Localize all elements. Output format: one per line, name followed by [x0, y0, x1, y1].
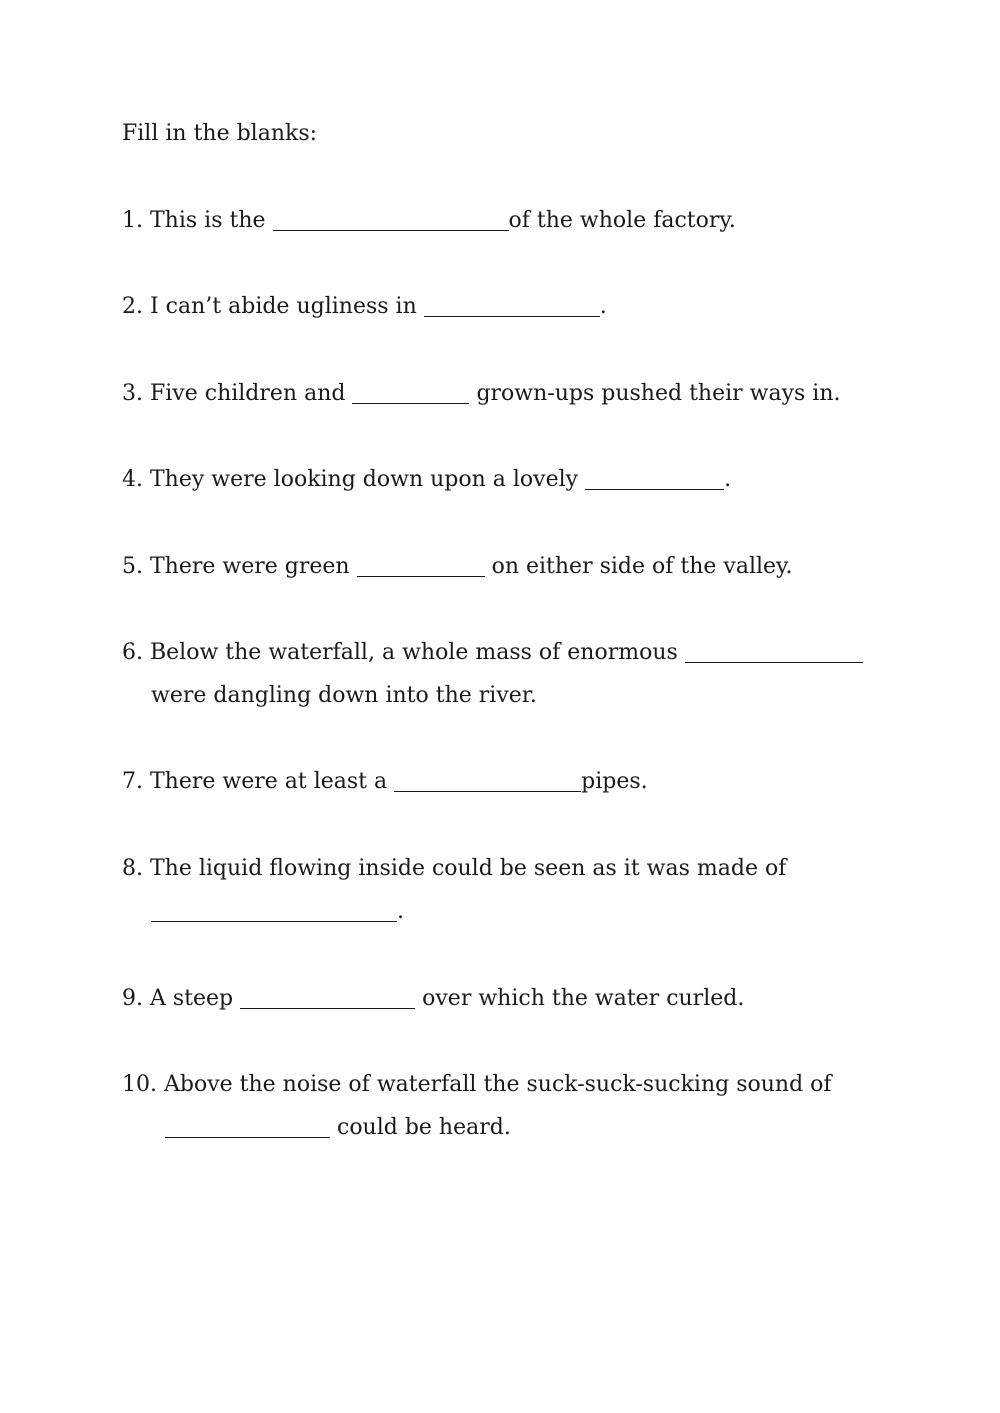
question-text-after: of the whole factory.	[508, 208, 736, 233]
question-number: 2.	[122, 294, 143, 319]
answer-blank-3[interactable]	[352, 381, 469, 404]
question-4	[122, 465, 731, 495]
question-text-before: A steep	[150, 986, 241, 1011]
question-text-before: The liquid flowing inside could be seen as it was made of	[150, 856, 787, 881]
question-text-before: Above the noise of waterfall the suck-suck-sucking sound of	[164, 1072, 832, 1097]
question-text-before: Five children and	[150, 381, 353, 406]
answer-blank-2[interactable]	[424, 294, 600, 317]
question-text-after: .	[397, 899, 404, 924]
question-text-after: on either side of the valley.	[484, 554, 793, 579]
question-text-before: Below the waterfall, a whole mass of enormous	[150, 640, 685, 665]
question-text-after: .	[724, 467, 732, 492]
answer-blank-10[interactable]	[165, 1115, 330, 1138]
question-number: 7.	[122, 769, 143, 794]
question-number: 3.	[122, 381, 143, 406]
question-text-after: pipes.	[581, 769, 648, 794]
question-number: 10.	[122, 1072, 157, 1097]
answer-blank-6[interactable]	[685, 640, 863, 663]
question-10	[122, 1070, 832, 1100]
answer-blank-1[interactable]	[273, 208, 509, 231]
instructions-heading	[122, 119, 317, 149]
question-text-before: I can’t abide ugliness in	[150, 294, 424, 319]
answer-blank-9[interactable]	[240, 986, 415, 1009]
question-text-after: .	[599, 294, 607, 319]
question-text-continuation: were dangling down into the river.	[151, 683, 537, 708]
question-8	[122, 854, 786, 884]
question-1	[122, 206, 736, 236]
question-number: 6.	[122, 640, 143, 665]
answer-blank-7[interactable]	[394, 769, 581, 792]
question-8-continuation	[151, 897, 404, 927]
question-text-after: grown-ups pushed their ways in.	[469, 381, 841, 406]
answer-blank-5[interactable]	[357, 554, 485, 577]
question-5	[122, 552, 793, 582]
question-text-after: over which the water curled.	[415, 986, 745, 1011]
answer-blank-8[interactable]	[151, 899, 397, 922]
question-7	[122, 767, 648, 797]
question-9	[122, 984, 744, 1014]
answer-blank-4[interactable]	[585, 467, 724, 490]
question-text-before: They were looking down upon a lovely	[150, 467, 586, 492]
question-text-after: could be heard.	[330, 1115, 511, 1140]
question-number: 1.	[122, 208, 143, 233]
instructions-text: Fill in the blanks:	[122, 121, 318, 146]
question-number: 5.	[122, 554, 143, 579]
question-text-before: This is the	[150, 208, 273, 233]
question-2	[122, 292, 607, 322]
question-text-before: There were at least a	[150, 769, 395, 794]
question-number: 9.	[122, 986, 143, 1011]
question-text-before: There were green	[150, 554, 357, 579]
question-number: 4.	[122, 467, 143, 492]
question-3	[122, 379, 841, 409]
question-6	[122, 638, 863, 668]
question-6-continuation	[151, 681, 537, 711]
question-number: 8.	[122, 856, 143, 881]
question-10-continuation	[165, 1113, 511, 1143]
